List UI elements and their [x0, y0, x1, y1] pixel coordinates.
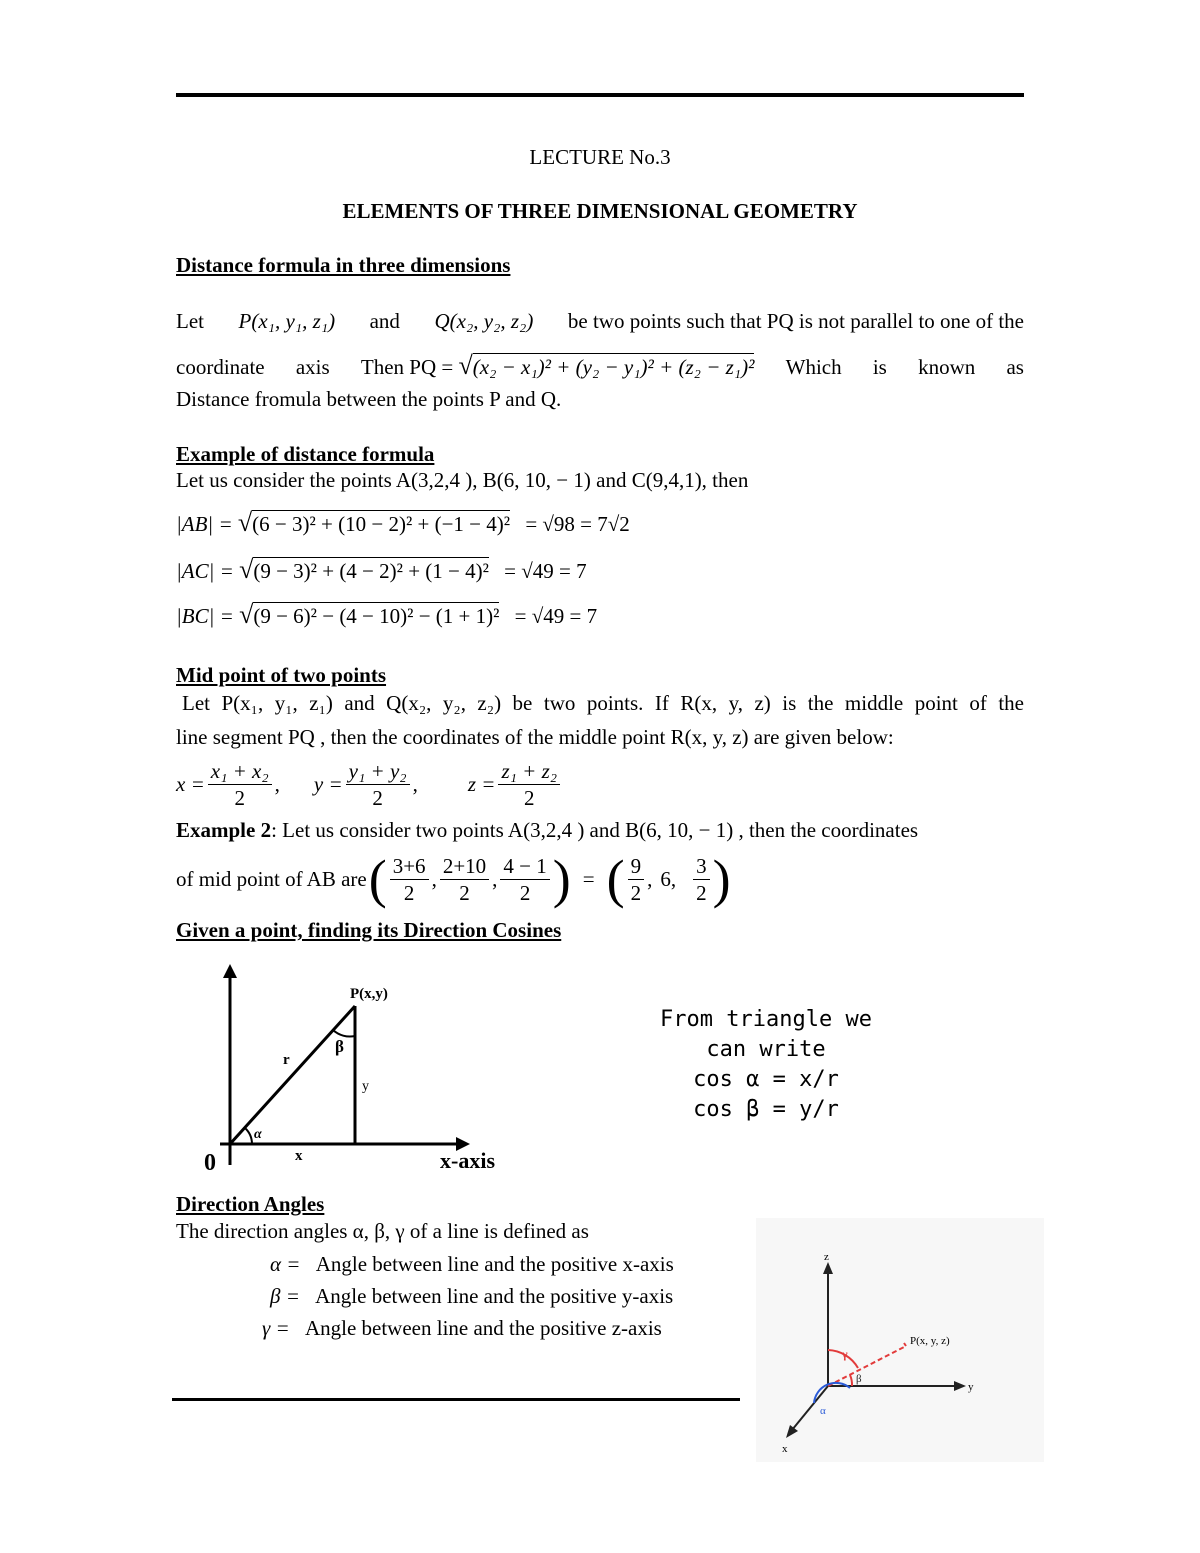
mid-frac-1 — [390, 853, 429, 906]
line1-rest: be two points such that PQ is not parallel to one of the — [567, 309, 1024, 333]
point-p: P(x₁, y₁, z₁) — [238, 309, 336, 333]
bc-result: = √49 = 7 — [514, 604, 598, 628]
cosine-note — [636, 1005, 896, 1125]
example2-text: : Let us consider two points A(3,2,4 ) and B(6, 10, − 1) , then the coordinates — [271, 818, 919, 842]
figure-background — [756, 1218, 1044, 1462]
midpoint-line2: line segment PQ , then the coordinates of the middle point R(x, y, z) are given below: — [176, 725, 894, 749]
mid-frac-1-num: 3+6 — [390, 853, 429, 880]
alpha-arc — [245, 1128, 252, 1144]
ac-result: = √49 = 7 — [504, 559, 587, 583]
ac-lhs: |AC| = — [176, 559, 234, 583]
bc-equation: |BC| = √(9 − 6)² − (4 − 10)² − (1 + 1)² = √49 = 7 — [176, 600, 598, 629]
label-p: P(x,y) — [350, 986, 388, 1002]
example2-label: Example 2 — [176, 818, 272, 842]
mid-frac-2 — [440, 853, 489, 906]
word-axis: axis — [295, 355, 330, 379]
beta-text: Angle between line and the positive y-axis — [315, 1284, 674, 1308]
top-rule — [176, 93, 1024, 97]
fy-fraction — [346, 758, 410, 811]
label-point-p: P(x, y, z) — [910, 1335, 950, 1347]
mid-frac-3-num: 4 − 1 — [500, 853, 549, 880]
equals-sign: = — [582, 866, 595, 891]
fz-lhs: z = — [467, 772, 496, 796]
distance-para-line1 — [176, 309, 1024, 334]
cosine-note-line3: cos α = x/r — [693, 1067, 839, 1092]
point-q: Q(x₂, y₂, z₂) — [434, 309, 534, 333]
result-frac-1-num: 9 — [628, 853, 645, 880]
beta-arc — [333, 1030, 355, 1037]
word-as: as — [1006, 355, 1024, 379]
triangle-figure — [190, 960, 520, 1175]
result-frac-1-den: 2 — [630, 880, 642, 905]
ab-equation: |AB| = √(6 − 3)² + (10 − 2)² + (−1 − 4)² = √98 = 7√2 — [176, 508, 630, 537]
mid-frac-1-den: 2 — [403, 880, 415, 905]
result-frac-1 — [628, 853, 645, 906]
label-beta: β — [335, 1037, 344, 1056]
bc-radicand: (9 − 6)² − (4 − 10)² − (1 + 1)² — [253, 604, 500, 628]
word-known: known — [918, 355, 976, 379]
label-origin: 0 — [204, 1150, 216, 1175]
gamma-def — [262, 1316, 662, 1341]
alpha-text: Angle between line and the positive x-axis — [315, 1252, 674, 1276]
cosine-note-line2: can write — [706, 1037, 826, 1062]
result-frac-3-num: 3 — [693, 853, 710, 880]
distance-para-line2 — [176, 351, 1024, 381]
direction-angles-intro: The direction angles α, β, γ of a line is defined as — [176, 1219, 589, 1243]
fz-den: 2 — [524, 786, 535, 810]
example-heading: Example of distance formula — [176, 442, 435, 466]
ac-equation: |AC| = √(9 − 3)² + (4 − 2)² + (1 − 4)² = √49 = 7 — [176, 555, 587, 584]
distance-heading: Distance formula in three dimensions — [176, 253, 511, 277]
midpoint-formulas: x = $\frac{\text{x₁ + x₂}}{2}$ , y = $\frac{\text{y₁ + y₂}}{2}$ , z = $\frac{\text{z₁ + z₂}}{2}$ — [176, 758, 563, 811]
distance-formula-wrap: Then PQ = √(x₂ − x₁)² + (y₂ − y₁)² + (z₂ − z₁)² — [360, 351, 755, 380]
cosine-note-line4: cos β = y/r — [693, 1097, 839, 1122]
fx-fraction — [208, 758, 272, 811]
then-pq: Then PQ = — [360, 355, 454, 379]
and-word: and — [369, 309, 400, 333]
label-alpha-3d: α — [820, 1405, 826, 1417]
fy-den: 2 — [372, 786, 383, 810]
page-title: LECTURE No.3 — [529, 145, 671, 169]
label-beta-3d: β — [856, 1373, 862, 1385]
word-which: Which — [785, 355, 842, 379]
mid-frac-2-den: 2 — [459, 880, 470, 905]
fx-lhs: x = — [176, 772, 205, 796]
gamma-symbol: γ = — [262, 1316, 290, 1340]
fz-num: z₁ + z₂ — [498, 758, 560, 785]
word-coordinate: coordinate — [176, 355, 265, 379]
bottom-rule — [172, 1398, 740, 1401]
label-x-axis: x-axis — [440, 1148, 495, 1173]
result-frac-3-den: 2 — [696, 880, 707, 905]
page-subtitle: ELEMENTS OF THREE DIMENSIONAL GEOMETRY — [342, 199, 858, 223]
mid-frac-3 — [500, 853, 549, 906]
word-is: is — [872, 355, 887, 379]
result-middle: 6, — [660, 866, 677, 891]
distance-para-line3: Distance fromula between the points P and Q. — [176, 387, 562, 411]
beta-symbol: β = — [270, 1284, 300, 1308]
midpoint-line1: Let P(x₁, y₁, z₁) and Q(x₂, y₂, z₂) be two points. If R(x, y, z) is the middle point of the — [182, 691, 1024, 715]
label-x-3d: x — [782, 1443, 788, 1455]
bc-lhs: |BC| = — [176, 604, 234, 628]
mid-frac-2-num: 2+10 — [440, 853, 489, 880]
fy-lhs: y = — [313, 772, 343, 796]
mid-frac-3-den: 2 — [519, 880, 531, 905]
y-axis-arrow — [223, 964, 237, 978]
example-intro: Let us consider the points A(3,2,4 ), B(6, 10, − 1) and C(9,4,1), then — [176, 468, 749, 492]
ab-radicand: (6 − 3)² + (10 − 2)² + (−1 − 4)² — [252, 512, 511, 536]
midpoint-heading: Mid point of two points — [176, 663, 387, 687]
distance-formula: (x₂ − x₁)² + (y₂ − y₁)² + (z₂ − z₁)² — [472, 355, 755, 379]
let-word: Let — [176, 309, 204, 333]
label-gamma: γ — [842, 1347, 848, 1361]
label-z: z — [824, 1251, 829, 1263]
fx-den: 2 — [234, 786, 245, 810]
ab-result: = √98 = 7√2 — [525, 512, 630, 536]
label-r: r — [283, 1052, 290, 1068]
direction-angles-heading: Direction Angles — [176, 1192, 325, 1216]
cosine-note-line1: From triangle we — [660, 1007, 872, 1032]
ab-lhs: |AB| = — [176, 512, 233, 536]
example2-prefix: of mid point of AB are — [176, 866, 367, 891]
label-x: x — [295, 1148, 303, 1164]
label-alpha: α — [254, 1127, 262, 1142]
fx-num: x₁ + x₂ — [208, 758, 272, 785]
result-frac-3 — [693, 853, 710, 906]
direction-cosines-heading: Given a point, finding its Direction Cosines — [176, 918, 562, 942]
gamma-text: Angle between line and the positive z-axis — [304, 1316, 662, 1340]
ac-radicand: (9 − 3)² + (4 − 2)² + (1 − 4)² — [253, 559, 489, 583]
alpha-def — [270, 1252, 674, 1277]
fz-fraction — [498, 758, 560, 811]
label-y: y — [362, 1079, 369, 1094]
3d-axes-figure — [756, 1218, 1044, 1462]
hypotenuse-r — [230, 1006, 355, 1144]
example2-result: of mid point of AB are ( $\frac{3+6}{2}$ , $\frac{2+10}{2}$ , $\frac{4 - 1}{2}$ ) = ( $\frac{9}{2}$ , 6, $\frac{3}{2}$ ) — [176, 849, 731, 909]
example2-line — [176, 818, 918, 843]
alpha-symbol: α = — [270, 1252, 301, 1276]
fy-num: y₁ + y₂ — [346, 758, 410, 785]
beta-def — [270, 1284, 673, 1309]
label-y-3d: y — [968, 1381, 974, 1393]
